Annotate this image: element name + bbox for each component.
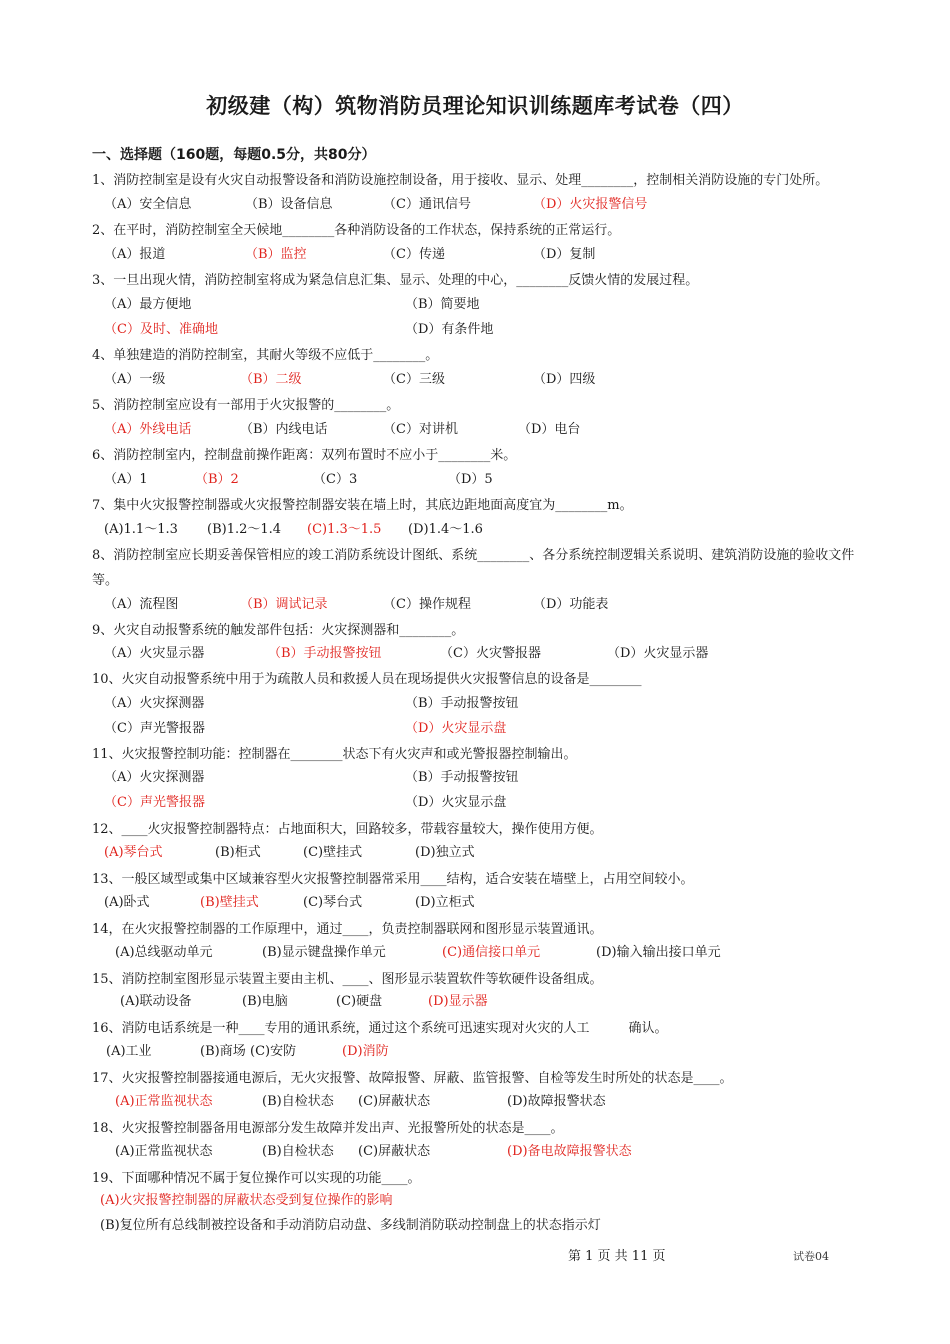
option-13b-answer: (B)壁挂式	[200, 895, 259, 910]
option-9b-answer: （B）手动报警按钮	[268, 646, 382, 661]
option-16b: (B)商场	[200, 1044, 246, 1059]
question-16: 16、消防电话系统是一种____专用的通讯系统，通过这个系统可迅速实现对火灾的人工 确认。	[92, 1021, 668, 1036]
option-12b: (B)柜式	[215, 845, 261, 860]
option-12d: (D)独立式	[415, 845, 475, 860]
option-18c: (C)屏蔽状态	[358, 1144, 431, 1159]
option-2b-answer: （B）监控	[245, 247, 307, 262]
option-12a-answer: (A)琴台式	[104, 845, 163, 860]
option-8a: （A）流程图	[104, 597, 179, 612]
option-7c-answer: (C)1.3～1.5	[307, 522, 382, 537]
question-8: 8、消防控制室应长期妥善保管相应的竣工消防系统设计图纸、系统________、各分系统控制逻辑关系说明、建筑消防设施的验收文件等。	[92, 548, 855, 588]
section-heading: 一、选择题（160题，每题0.5分，共80分）	[92, 147, 376, 163]
question-10: 10、火灾自动报警系统中用于为疏散人员和救援人员在现场提供火灾报警信息的设备是________	[92, 672, 642, 687]
option-11c-answer: （C）声光警报器	[104, 795, 205, 810]
option-14b: (B)显示键盘操作单元	[262, 945, 386, 960]
option-3b: （B）简要地	[405, 297, 480, 312]
option-17a-answer: (A)正常监视状态	[115, 1094, 213, 1109]
question-17: 17、火灾报警控制器接通电源后，无火灾报警、故障报警、屏蔽、监管报警、自检等发生时所处的状态是____。	[92, 1071, 733, 1086]
option-4d: （D）四级	[533, 372, 596, 387]
option-6c: （C）3	[313, 472, 358, 487]
option-13d: (D)立柜式	[415, 895, 475, 910]
question-12: 12、____火灾报警控制器特点：占地面积大，回路较多，带载容量较大，操作使用方便。	[92, 822, 603, 837]
option-18d-answer: (D)备电故障报警状态	[507, 1144, 632, 1159]
question-9: 9、火灾自动报警系统的触发部件包括：火灾探测器和________。	[92, 623, 465, 638]
option-18a: (A)正常监视状态	[115, 1144, 213, 1159]
option-7a: (A)1.1～1.3	[104, 522, 178, 537]
option-4b-answer: （B）二级	[240, 372, 302, 387]
option-16a: (A)工业	[106, 1044, 152, 1059]
question-11: 11、火灾报警控制功能：控制器在________状态下有火灾声和或光警报器控制输出。	[92, 747, 577, 762]
question-15: 15、消防控制室图形显示装置主要由主机、____、图形显示装置软件等软硬件设备组成。	[92, 972, 603, 987]
option-11a: （A）火灾探测器	[104, 770, 205, 785]
question-5: 5、消防控制室应设有一部用于火灾报警的________。	[92, 398, 400, 413]
option-15a: (A)联动设备	[120, 994, 192, 1009]
option-3a: （A）最方便地	[104, 297, 192, 312]
option-3d: （D）有条件地	[405, 322, 494, 337]
page-number: 第 1 页 共 11 页	[568, 1249, 666, 1264]
option-6b-answer: （B）2	[195, 472, 239, 487]
option-8c: （C）操作规程	[383, 597, 471, 612]
question-2: 2、在平时，消防控制室全天候地________各种消防设备的工作状态，保持系统的正常运行。	[92, 223, 621, 238]
question-14: 14，在火灾报警控制器的工作原理中，通过____，负责控制器联网和图形显示装置通讯。	[92, 922, 603, 937]
option-15d-answer: (D)显示器	[428, 994, 488, 1009]
question-3: 3、一旦出现火情，消防控制室将成为紧急信息汇集、显示、处理的中心，________反馈火情的发展过程。	[92, 273, 699, 288]
option-6d: （D）5	[448, 472, 493, 487]
option-15b: (B)电脑	[242, 994, 288, 1009]
option-17d: (D)故障报警状态	[507, 1094, 606, 1109]
option-2a: （A）报道	[104, 247, 166, 262]
option-13a: (A)卧式	[104, 895, 150, 910]
option-14c-answer: (C)通信接口单元	[442, 945, 541, 960]
option-1b: （B）设备信息	[245, 197, 333, 212]
option-10a: （A）火灾探测器	[104, 696, 205, 711]
question-4: 4、单独建造的消防控制室，其耐火等级不应低于________。	[92, 348, 439, 363]
option-5c: （C）对讲机	[383, 422, 458, 437]
option-7b: (B)1.2～1.4	[207, 522, 282, 537]
option-10c: （C）声光警报器	[104, 721, 205, 736]
option-4a: （A）一级	[104, 372, 166, 387]
option-17b: (B)自检状态	[262, 1094, 334, 1109]
question-18: 18、火灾报警控制器备用电源部分发生故障并发出声、光报警所处的状态是____。	[92, 1121, 564, 1136]
option-12c: (C)壁挂式	[303, 845, 363, 860]
option-14d: (D)输入输出接口单元	[596, 945, 721, 960]
option-3c-answer: （C）及时、准确地	[104, 322, 218, 337]
page-title: 初级建（构）筑物消防员理论知识训练题库考试卷（四）	[206, 94, 744, 118]
option-9a: （A）火灾显示器	[104, 646, 205, 661]
question-19: 19、下面哪种情况不属于复位操作可以实现的功能____。	[92, 1171, 421, 1186]
option-19a-answer: (A)火灾报警控制器的屏蔽状态受到复位操作的影响	[100, 1193, 393, 1208]
option-1d-answer: （D）火灾报警信号	[533, 197, 648, 212]
option-5b: （B）内线电话	[240, 422, 328, 437]
option-1a: （A）安全信息	[104, 197, 192, 212]
paper-id: 试卷04	[793, 1250, 829, 1263]
option-5a-answer: （A）外线电话	[104, 422, 192, 437]
option-8b-answer: （B）调试记录	[240, 597, 328, 612]
option-2c: （C）传递	[383, 247, 445, 262]
option-16d-answer: (D)消防	[342, 1044, 389, 1059]
option-5d: （D）电台	[518, 422, 581, 437]
option-16c: (C)安防	[250, 1044, 297, 1059]
question-1: 1、消防控制室是设有火灾自动报警设备和消防设施控制设备，用于接收、显示、处理________，控制相关消防设施的专门处所。	[92, 173, 829, 188]
option-19b: (B)复位所有总线制被控设备和手动消防启动盘、多线制消防联动控制盘上的状态指示灯	[100, 1218, 601, 1233]
option-7d: (D)1.4～1.6	[408, 522, 483, 537]
option-2d: （D）复制	[533, 247, 596, 262]
question-6: 6、消防控制室内，控制盘前操作距离：双列布置时不应小于________米。	[92, 448, 517, 463]
option-15c: (C)硬盘	[336, 994, 383, 1009]
option-10b: （B）手动报警按钮	[405, 696, 519, 711]
option-13c: (C)琴台式	[303, 895, 363, 910]
option-14a: (A)总线驱动单元	[115, 945, 213, 960]
option-1c: （C）通讯信号	[383, 197, 471, 212]
option-6a: （A）1	[104, 472, 148, 487]
option-11d: （D）火灾显示盘	[405, 795, 507, 810]
question-13: 13、一般区域型或集中区域兼容型火灾报警控制器常采用____结构，适合安装在墙壁上，占用空间较小。	[92, 872, 694, 887]
option-11b: （B）手动报警按钮	[405, 770, 519, 785]
option-9c: （C）火灾警报器	[440, 646, 541, 661]
option-18b: (B)自检状态	[262, 1144, 334, 1159]
option-9d: （D）火灾显示器	[607, 646, 709, 661]
option-10d-answer: （D）火灾显示盘	[405, 721, 507, 736]
question-7: 7、集中火灾报警控制器或火灾报警控制器安装在墙上时，其底边距地面高度宜为________m。	[92, 498, 633, 513]
option-17c: (C)屏蔽状态	[358, 1094, 431, 1109]
option-8d: （D）功能表	[533, 597, 609, 612]
option-4c: （C）三级	[383, 372, 445, 387]
